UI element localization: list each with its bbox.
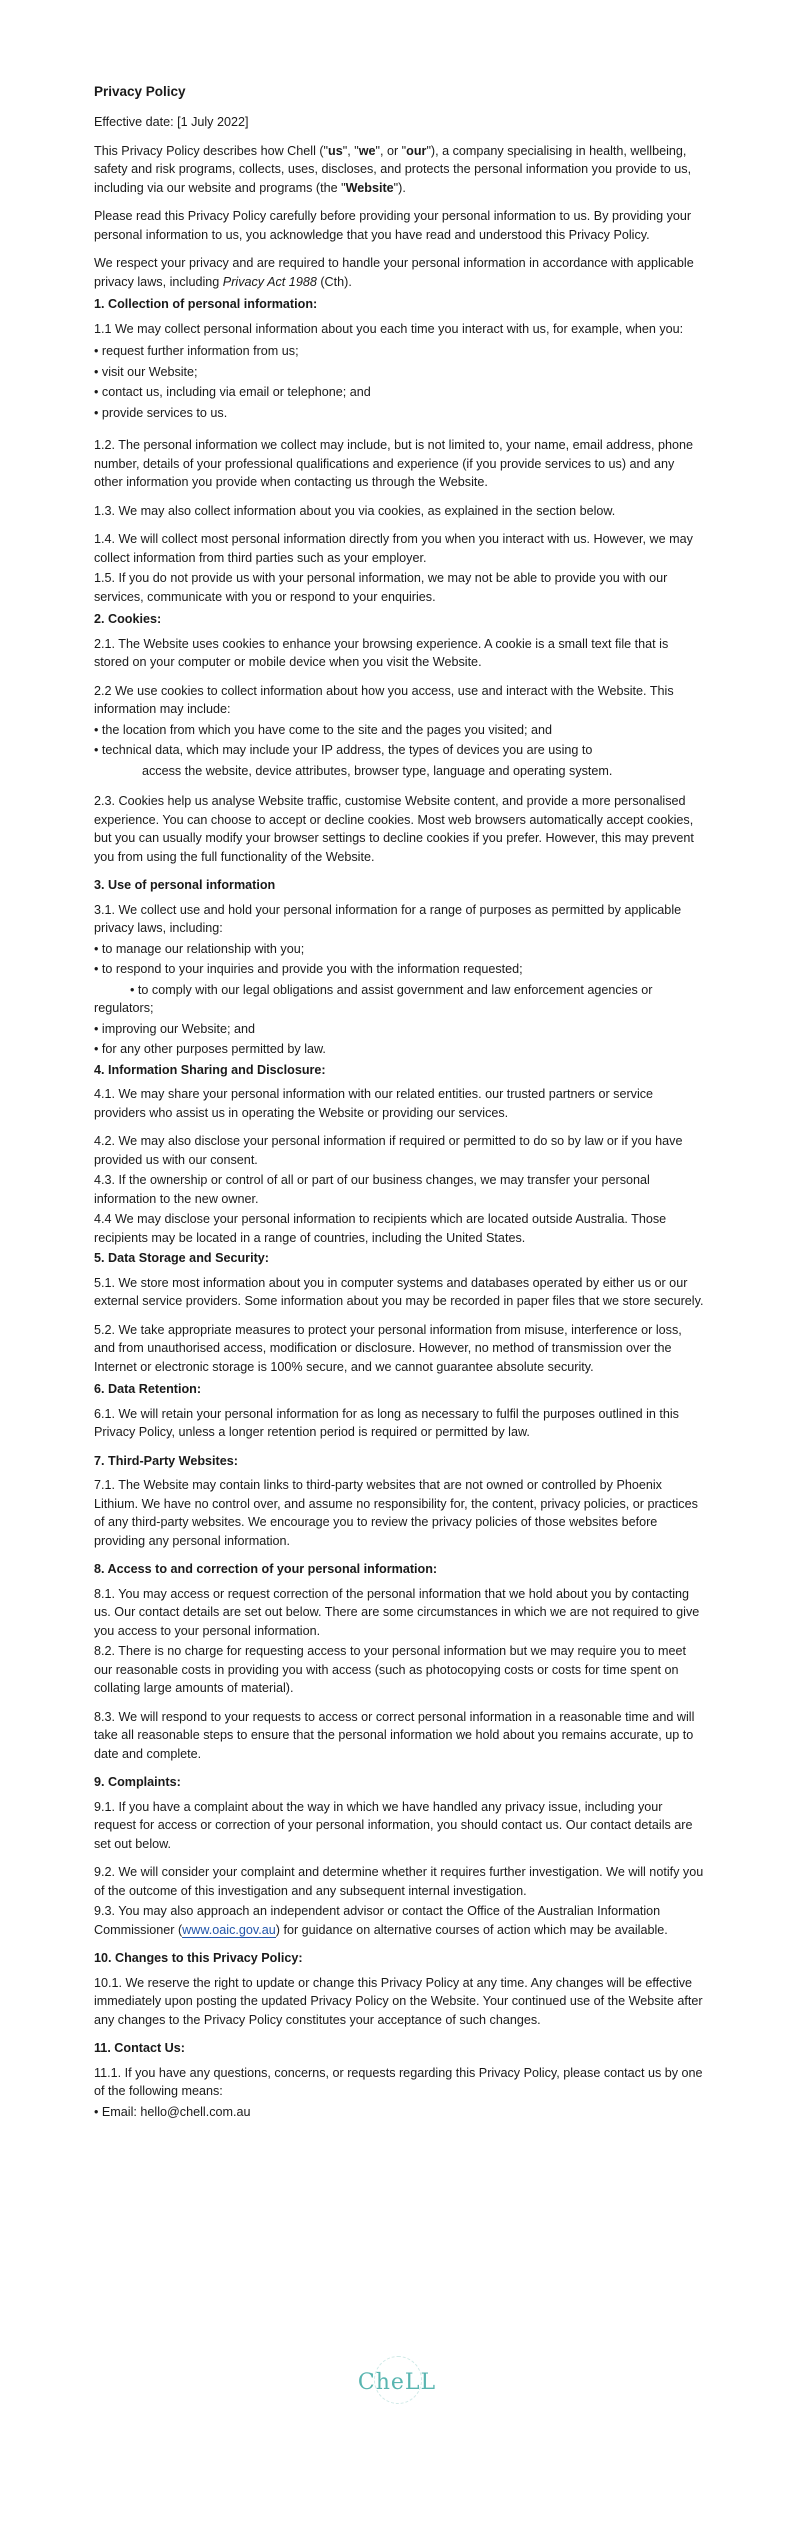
list-item: • provide services to us. <box>94 405 228 420</box>
section-3-1: 3.1. We collect use and hold your personal information for a range of purposes as permitted by applicable privacy laws, including: <box>94 902 682 935</box>
intro-text: "). <box>393 180 406 195</box>
list-item: • technical data, which may include your IP address, the types of devices you are using to <box>94 743 593 757</box>
section-8-2: 8.2. There is no charge for requesting access to your personal information but we may require you to meet our reasonable costs in providing you with access (such as photocopying costs or costs for time spent on collating large amounts of material). <box>94 1644 686 1695</box>
privacy-act-name: Privacy Act 1988 <box>222 274 317 289</box>
section-3-heading: 3. Use of personal information <box>94 878 276 892</box>
section-9-heading: 9. Complaints: <box>94 1775 181 1789</box>
section-6-heading: 6. Data Retention: <box>94 1382 202 1396</box>
list-item: • for any other purposes permitted by law. <box>94 1042 326 1056</box>
list-item: • to respond to your inquiries and provide you with the information requested; <box>94 962 523 976</box>
list-item: • improving our Website; and <box>94 1021 255 1036</box>
logo-wordmark: CheLL <box>357 2370 437 2395</box>
section-5-2: 5.2. We take appropriate measures to protect your personal information from misuse, interference or loss, and from unauthorised access, modification or disclosure. However, no method of transmission over the Internet or electronic storage is 100% secure, and we cannot guarantee absolute security. <box>94 1322 682 1374</box>
intro-us: us <box>328 143 343 158</box>
section-4-1: 4.1. We may share your personal information with our related entities. our trusted partners or service providers who assist us in operating the Website or providing our services. <box>94 1087 654 1120</box>
section-9-3 <box>94 1902 706 1939</box>
intro-text: ", " <box>342 143 359 158</box>
intro-text: "), a company specialising in health, wellbeing, safety and risk programs, collects, uses, discloses, and protects the personal information you provide to us, including via our website and programs (the " <box>94 143 692 195</box>
section-9-1: 9.1. If you have a complaint about the way in which we have handled any privacy issue, including your request for access or correction of your personal information, you should contact us. Our contact details are set out below. <box>94 1799 693 1851</box>
section-4-3: 4.3. If the ownership or control of all or part of our business changes, we may transfer your personal information to the new owner. <box>94 1173 650 1206</box>
section-5-1: 5.1. We store most information about you in computer systems and databases operated by either us or our external service providers. Some information about you may be recorded in paper files that we store securely. <box>94 1275 704 1308</box>
list-item: • request further information from us; <box>94 344 299 358</box>
section-6-1: 6.1. We will retain your personal information for as long as necessary to fulfil the purposes outlined in this Privacy Policy, unless a longer retention period is required or permitted by law. <box>94 1406 679 1439</box>
section-1-1: 1.1 We may collect personal information about you each time you interact with us, for example, when you: <box>94 321 684 336</box>
section-2-heading: 2. Cookies: <box>94 612 162 626</box>
section-4-heading: 4. Information Sharing and Disclosure: <box>94 1062 326 1077</box>
respect-text: We respect your privacy and are required to handle your personal information in accordance with applicable privacy laws, including <box>94 256 694 289</box>
section-11-1: 11.1. If you have any questions, concerns, or requests regarding this Privacy Policy, please contact us by one of the following means: <box>94 2065 703 2098</box>
section-4-2: 4.2. We may also disclose your personal information if required or permitted to do so by law or if you have provided us with our consent. <box>94 1134 683 1167</box>
list-item: • to manage our relationship with you; <box>94 941 305 956</box>
intro-we: we <box>358 143 376 158</box>
section-4-4: 4.4 We may disclose your personal information to recipients which are located outside Australia. Those recipients may be located in a range of countries, including the United States. <box>94 1212 667 1245</box>
footer-logo <box>0 2352 794 2417</box>
intro-our: our <box>406 143 427 158</box>
intro-website: Website <box>345 180 394 195</box>
list-item: • to comply with our legal obligations and assist government and law enforcement agencies or regulators; <box>94 982 653 1015</box>
section-2-1: 2.1. The Website uses cookies to enhance your browsing experience. A cookie is a small text file that is stored on your computer or mobile device when you visit the Website. <box>94 636 669 669</box>
section-10-1: 10.1. We reserve the right to update or change this Privacy Policy at any time. Any changes will be effective immediately upon posting the updated Privacy Policy on the Website. Your continued use of the Website after any changes to the Privacy Policy constitutes your acceptance of such changes. <box>94 1975 703 2027</box>
section-1-2: 1.2. The personal information we collect may include, but is not limited to, your name, email address, phone number, details of your professional qualifications and experience (if you provide services to us) and any other information you provide when contacting us through the Website. <box>94 438 693 489</box>
list-item-continuation: access the website, device attributes, browser type, language and operating system. <box>142 763 613 778</box>
contact-email: • Email: hello@chell.com.au <box>94 2104 251 2119</box>
section-9-3-text: ) for guidance on alternative courses of action which may be available. <box>275 1922 668 1937</box>
section-8-3: 8.3. We will respond to your requests to access or correct personal information in a reasonable time and will take all reasonable steps to ensure that the personal information we hold about you remains accurate, up to date and complete. <box>94 1709 695 1761</box>
section-2-2: 2.2 We use cookies to collect information about how you access, use and interact with the Website. This information may include: <box>94 683 674 716</box>
effective-date: Effective date: [1 July 2022] <box>94 115 249 129</box>
chell-logo <box>352 2352 442 2412</box>
intro-text: This Privacy Policy describes how Chell (" <box>94 143 329 158</box>
section-5-heading: 5. Data Storage and Security: <box>94 1251 269 1265</box>
list-item: • the location from which you have come to the site and the pages you visited; and <box>94 722 553 737</box>
respect-paragraph <box>94 254 706 291</box>
section-1-heading: 1. Collection of personal information: <box>94 297 318 311</box>
intro-text: ", or " <box>375 143 407 158</box>
section-7-1: 7.1. The Website may contain links to third-party websites that are not owned or controlled by Phoenix Lithium. We have no control over, and assume no responsibility for, the content, privacy policies, or practices of any third-party websites. We encourage you to review the privacy policies of those websites before providing any personal information. <box>94 1478 698 1548</box>
section-9-2: 9.2. We will consider your complaint and determine whether it requires further investigation. We will notify you of the outcome of this investigation and any subsequent internal investigation. <box>94 1865 704 1898</box>
intro-paragraph <box>94 142 706 198</box>
list-item: • visit our Website; <box>94 364 198 379</box>
section-1-3: 1.3. We may also collect information about you via cookies, as explained in the section below. <box>94 503 616 518</box>
list-item: • contact us, including via email or telephone; and <box>94 385 371 399</box>
section-10-heading: 10. Changes to this Privacy Policy: <box>94 1951 303 1965</box>
section-11-heading: 11. Contact Us: <box>94 2041 185 2055</box>
section-8-heading: 8. Access to and correction of your personal information: <box>94 1562 438 1576</box>
privacy-policy-document <box>94 84 706 2123</box>
read-paragraph: Please read this Privacy Policy carefully before providing your personal information to us. By providing your personal information to us, you acknowledge that you have read and understood this Privacy Policy. <box>94 209 692 242</box>
section-7-heading: 7. Third-Party Websites: <box>94 1453 238 1468</box>
section-1-4: 1.4. We will collect most personal information directly from you when you interact with us. However, we may collect information from third parties such as your employer. <box>94 532 693 565</box>
section-1-5: 1.5. If you do not provide us with your personal information, we may not be able to provide you with our services, communicate with you or respond to your enquiries. <box>94 571 668 604</box>
section-9-3-text: 9.3. You may also approach an independent advisor or contact the Office of the Australian Information Commissioner ( <box>94 1904 661 1937</box>
page-title: Privacy Policy <box>94 84 186 99</box>
oaic-link[interactable]: www.oaic.gov.au <box>182 1922 276 1937</box>
section-2-3: 2.3. Cookies help us analyse Website traffic, customise Website content, and provide a more personalised experience. You can choose to accept or decline cookies. Most web browsers automatically accept cookies, but you can usually modify your browser settings to decline cookies if you prefer. However, this may prevent you from using the full functionality of the Website. <box>94 794 694 864</box>
respect-text: (Cth). <box>316 274 352 289</box>
section-8-1: 8.1. You may access or request correction of the personal information that we hold about you by contacting us. Our contact details are set out below. There are some circumstances in which we are not required to give you access to your personal information. <box>94 1586 700 1638</box>
